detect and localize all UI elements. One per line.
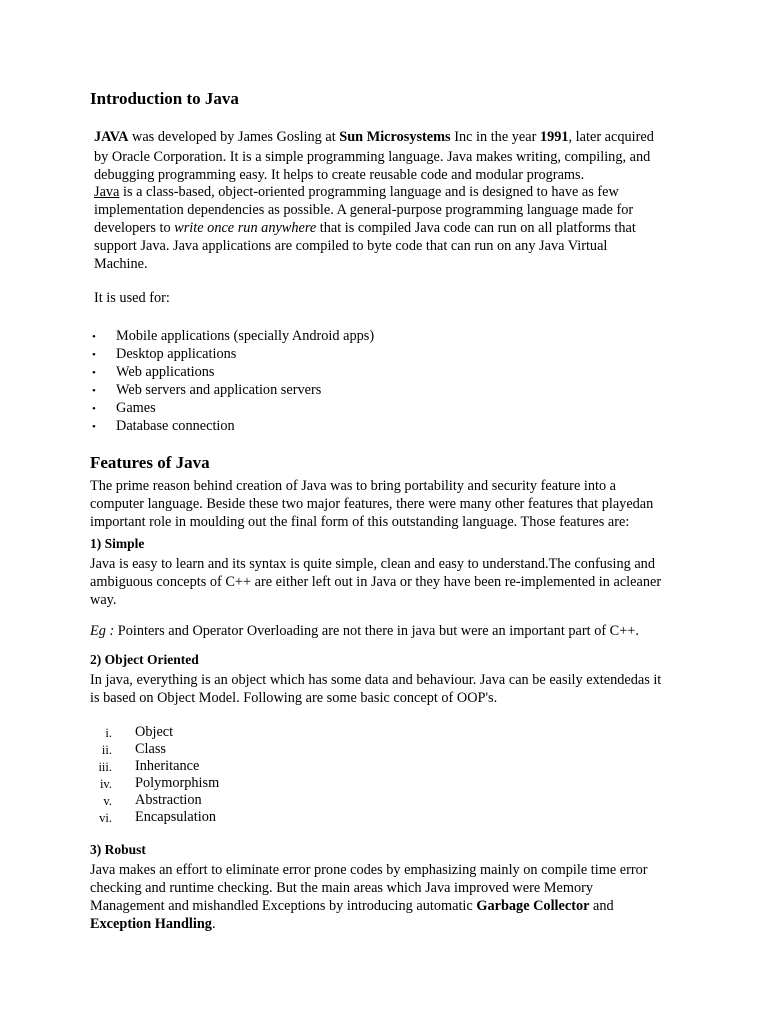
features-intro-line3: important role in moulding out the final form of this outstanding language. Those features are: [90, 514, 630, 530]
list-item: Web applications [116, 364, 215, 380]
oop-heading: 2) Object Oriented [90, 652, 199, 667]
features-title: Features of Java [90, 453, 210, 472]
robust-heading: 3) Robust [90, 842, 146, 857]
intro-p1-line2: by Oracle Corporation. It is a simple programming language. Java makes writing, compiling, and [94, 149, 651, 165]
robust-line4 [90, 915, 216, 933]
year-bold: 1991 [539, 129, 569, 145]
list-item: Abstraction [135, 792, 202, 808]
list-item: Web servers and application servers [116, 382, 322, 398]
list-item: Polymorphism [135, 775, 220, 791]
exception-handling-bold: Exception Handling [90, 916, 212, 932]
eg-text: Pointers and Operator Overloading are not there in java but were an important part of C++. [114, 623, 639, 639]
list-numeral: ii. [101, 743, 112, 757]
list-numeral: i. [105, 726, 112, 740]
bullet-icon: • [92, 367, 96, 379]
simple-line2: ambiguous concepts of C++ are either left out in Java or they have been re-implemented in acleaner [90, 574, 662, 590]
bullet-icon: • [92, 349, 96, 361]
list-item: Encapsulation [135, 809, 216, 825]
robust-text: Management and mishandled Exceptions by introducing automatic [90, 898, 477, 914]
intro-p1-line3: debugging programming easy. It helps to create reusable code and modular programs. [94, 167, 585, 183]
intro-p1-line1 [94, 128, 654, 146]
intro-p2-text: that is compiled Java code can run on all platforms that [316, 220, 636, 236]
garbage-collector-bold: Garbage Collector [476, 898, 590, 914]
robust-line1: Java makes an effort to eliminate error prone codes by emphasizing mainly on compile time error [90, 862, 648, 878]
list-item: Class [135, 741, 166, 757]
intro-p2-line5: Machine. [94, 256, 148, 272]
sun-microsystems-bold: Sun Microsystems [339, 129, 455, 145]
eg-label: Eg : [90, 623, 115, 639]
features-intro-line2: computer language. Beside these two major features, there were many other features that playedan [90, 496, 654, 512]
simple-example [90, 622, 639, 640]
bullet-icon: • [92, 331, 96, 343]
java-link-text: Java [94, 184, 120, 200]
intro-p1-text: , later acquired [568, 129, 654, 145]
intro-title: Introduction to Java [90, 89, 239, 108]
oop-line2: is based on Object Model. Following are some basic concept of OOP's. [90, 690, 498, 706]
intro-p2-line1 [94, 183, 619, 201]
robust-line3 [90, 897, 614, 915]
italic-phrase: write once run anywhere [174, 220, 317, 236]
robust-text: and [589, 898, 614, 914]
simple-line1: Java is easy to learn and its syntax is quite simple, clean and easy to understand.The confusing and [90, 556, 655, 572]
simple-heading: 1) Simple [90, 536, 145, 551]
simple-line3: way. [90, 592, 117, 608]
bullet-icon: • [92, 403, 96, 415]
used-for-label: It is used for: [94, 290, 170, 306]
robust-text: . [211, 916, 216, 932]
intro-p1-text: Inc in the year [454, 129, 540, 145]
bullet-icon: • [92, 385, 96, 397]
intro-p2-text: developers to [94, 220, 175, 236]
list-item: Inheritance [135, 758, 200, 774]
list-numeral: vi. [99, 811, 112, 825]
list-item: Mobile applications (specially Android apps) [116, 328, 375, 344]
list-item: Database connection [116, 418, 235, 434]
intro-p1-text: was developed by James Gosling at [128, 129, 340, 145]
bullet-icon: • [92, 421, 96, 433]
list-numeral: iii. [98, 760, 112, 774]
intro-p2-line2: implementation dependencies as possible. A general-purpose programming language made for [94, 202, 634, 218]
oop-line1: In java, everything is an object which has some data and behaviour. Java can be easily extendedas it [90, 672, 662, 688]
intro-p2-line4: support Java. Java applications are compiled to byte code that can run on any Java Virtual [94, 238, 608, 254]
list-item: Games [116, 400, 156, 416]
list-item: Desktop applications [116, 346, 237, 362]
features-intro-line1: The prime reason behind creation of Java was to bring portability and security feature into a [90, 478, 617, 494]
intro-p2-text: is a class-based, object-oriented programming language and is designed to have as few [119, 184, 619, 200]
list-numeral: iv. [99, 777, 112, 791]
intro-p2-line3 [94, 219, 636, 237]
list-item: Object [135, 724, 174, 740]
list-numeral: v. [103, 794, 112, 808]
java-bold: JAVA [94, 129, 129, 145]
robust-line2: checking and runtime checking. But the main areas which Java improved were Memory [90, 880, 594, 896]
